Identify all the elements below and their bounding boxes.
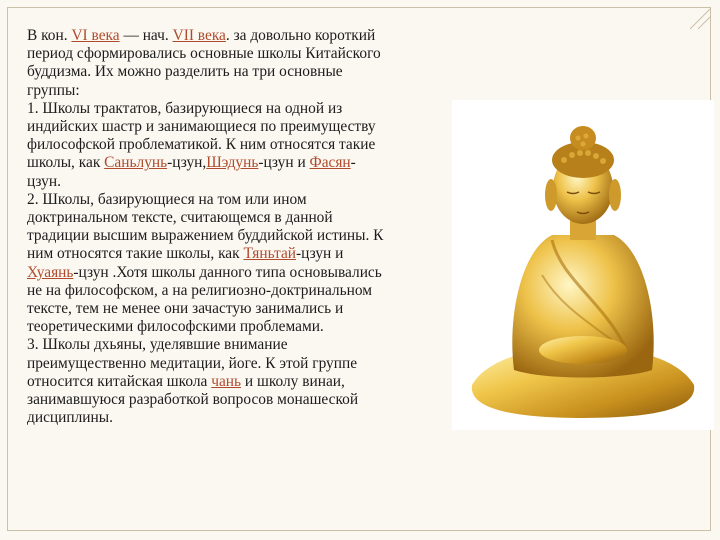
wiki-link[interactable]: VI века: [71, 27, 120, 44]
text-run: -цзун и: [296, 245, 344, 263]
text-run: - цзун.: [27, 154, 356, 190]
main-text: [27, 27, 453, 427]
text-run: — нач.: [119, 27, 173, 44]
paragraph-group-2: [27, 191, 453, 337]
wiki-link[interactable]: Саньлунь: [104, 154, 168, 172]
wiki-link[interactable]: Хуаянь: [27, 263, 74, 281]
text-run: 1. Школы трактатов, базирующиеся на одной из индийских шастр и занимающиеся по преимуществу философской проблематикой. К ним относятся такие школы, как: [27, 99, 376, 172]
wiki-link[interactable]: Фасян: [309, 154, 351, 172]
text-run: В кон.: [27, 27, 72, 44]
paragraph-intro: [27, 27, 453, 100]
buddha-statue-icon: [452, 100, 714, 430]
paragraph-group-3: [27, 336, 453, 427]
wiki-link[interactable]: VII века: [172, 27, 226, 44]
text-run: -цзун .Хотя школы данного типа основывались не на философском, а на религиозно-доктринальном тексте, тем не менее они зачастую занимались и теоретическими философскими проблемами.: [27, 263, 382, 336]
wiki-link[interactable]: чань: [211, 372, 242, 390]
text-run: . за довольно короткий период сформировались основные школы Китайского буддизма. Их можно разделить на три основные группы:: [27, 27, 381, 99]
paragraph-group-1: [27, 100, 453, 191]
text-run: -цзун и: [258, 154, 310, 172]
wiki-link[interactable]: Тяньтай: [243, 245, 297, 263]
corner-ornament: [690, 8, 712, 30]
text-run: 2. Школы, базирующиеся на том или ином доктринальном тексте, считающемся в данной традиции высшим выражением буддийской истины. К ним относятся такие школы, как: [27, 190, 384, 263]
wiki-link[interactable]: Шэдунь: [206, 154, 259, 172]
text-run: 3. Школы дхьяны, уделявшие внимание преимущественно медитации, йоге. К этой группе относится китайская школа: [27, 336, 358, 390]
buddha-image: [452, 100, 714, 430]
text-run: -цзун,: [167, 154, 207, 172]
text-run: и школу винаи, занимавшуюся разработкой вопросов монашеской дисциплины.: [27, 372, 359, 427]
